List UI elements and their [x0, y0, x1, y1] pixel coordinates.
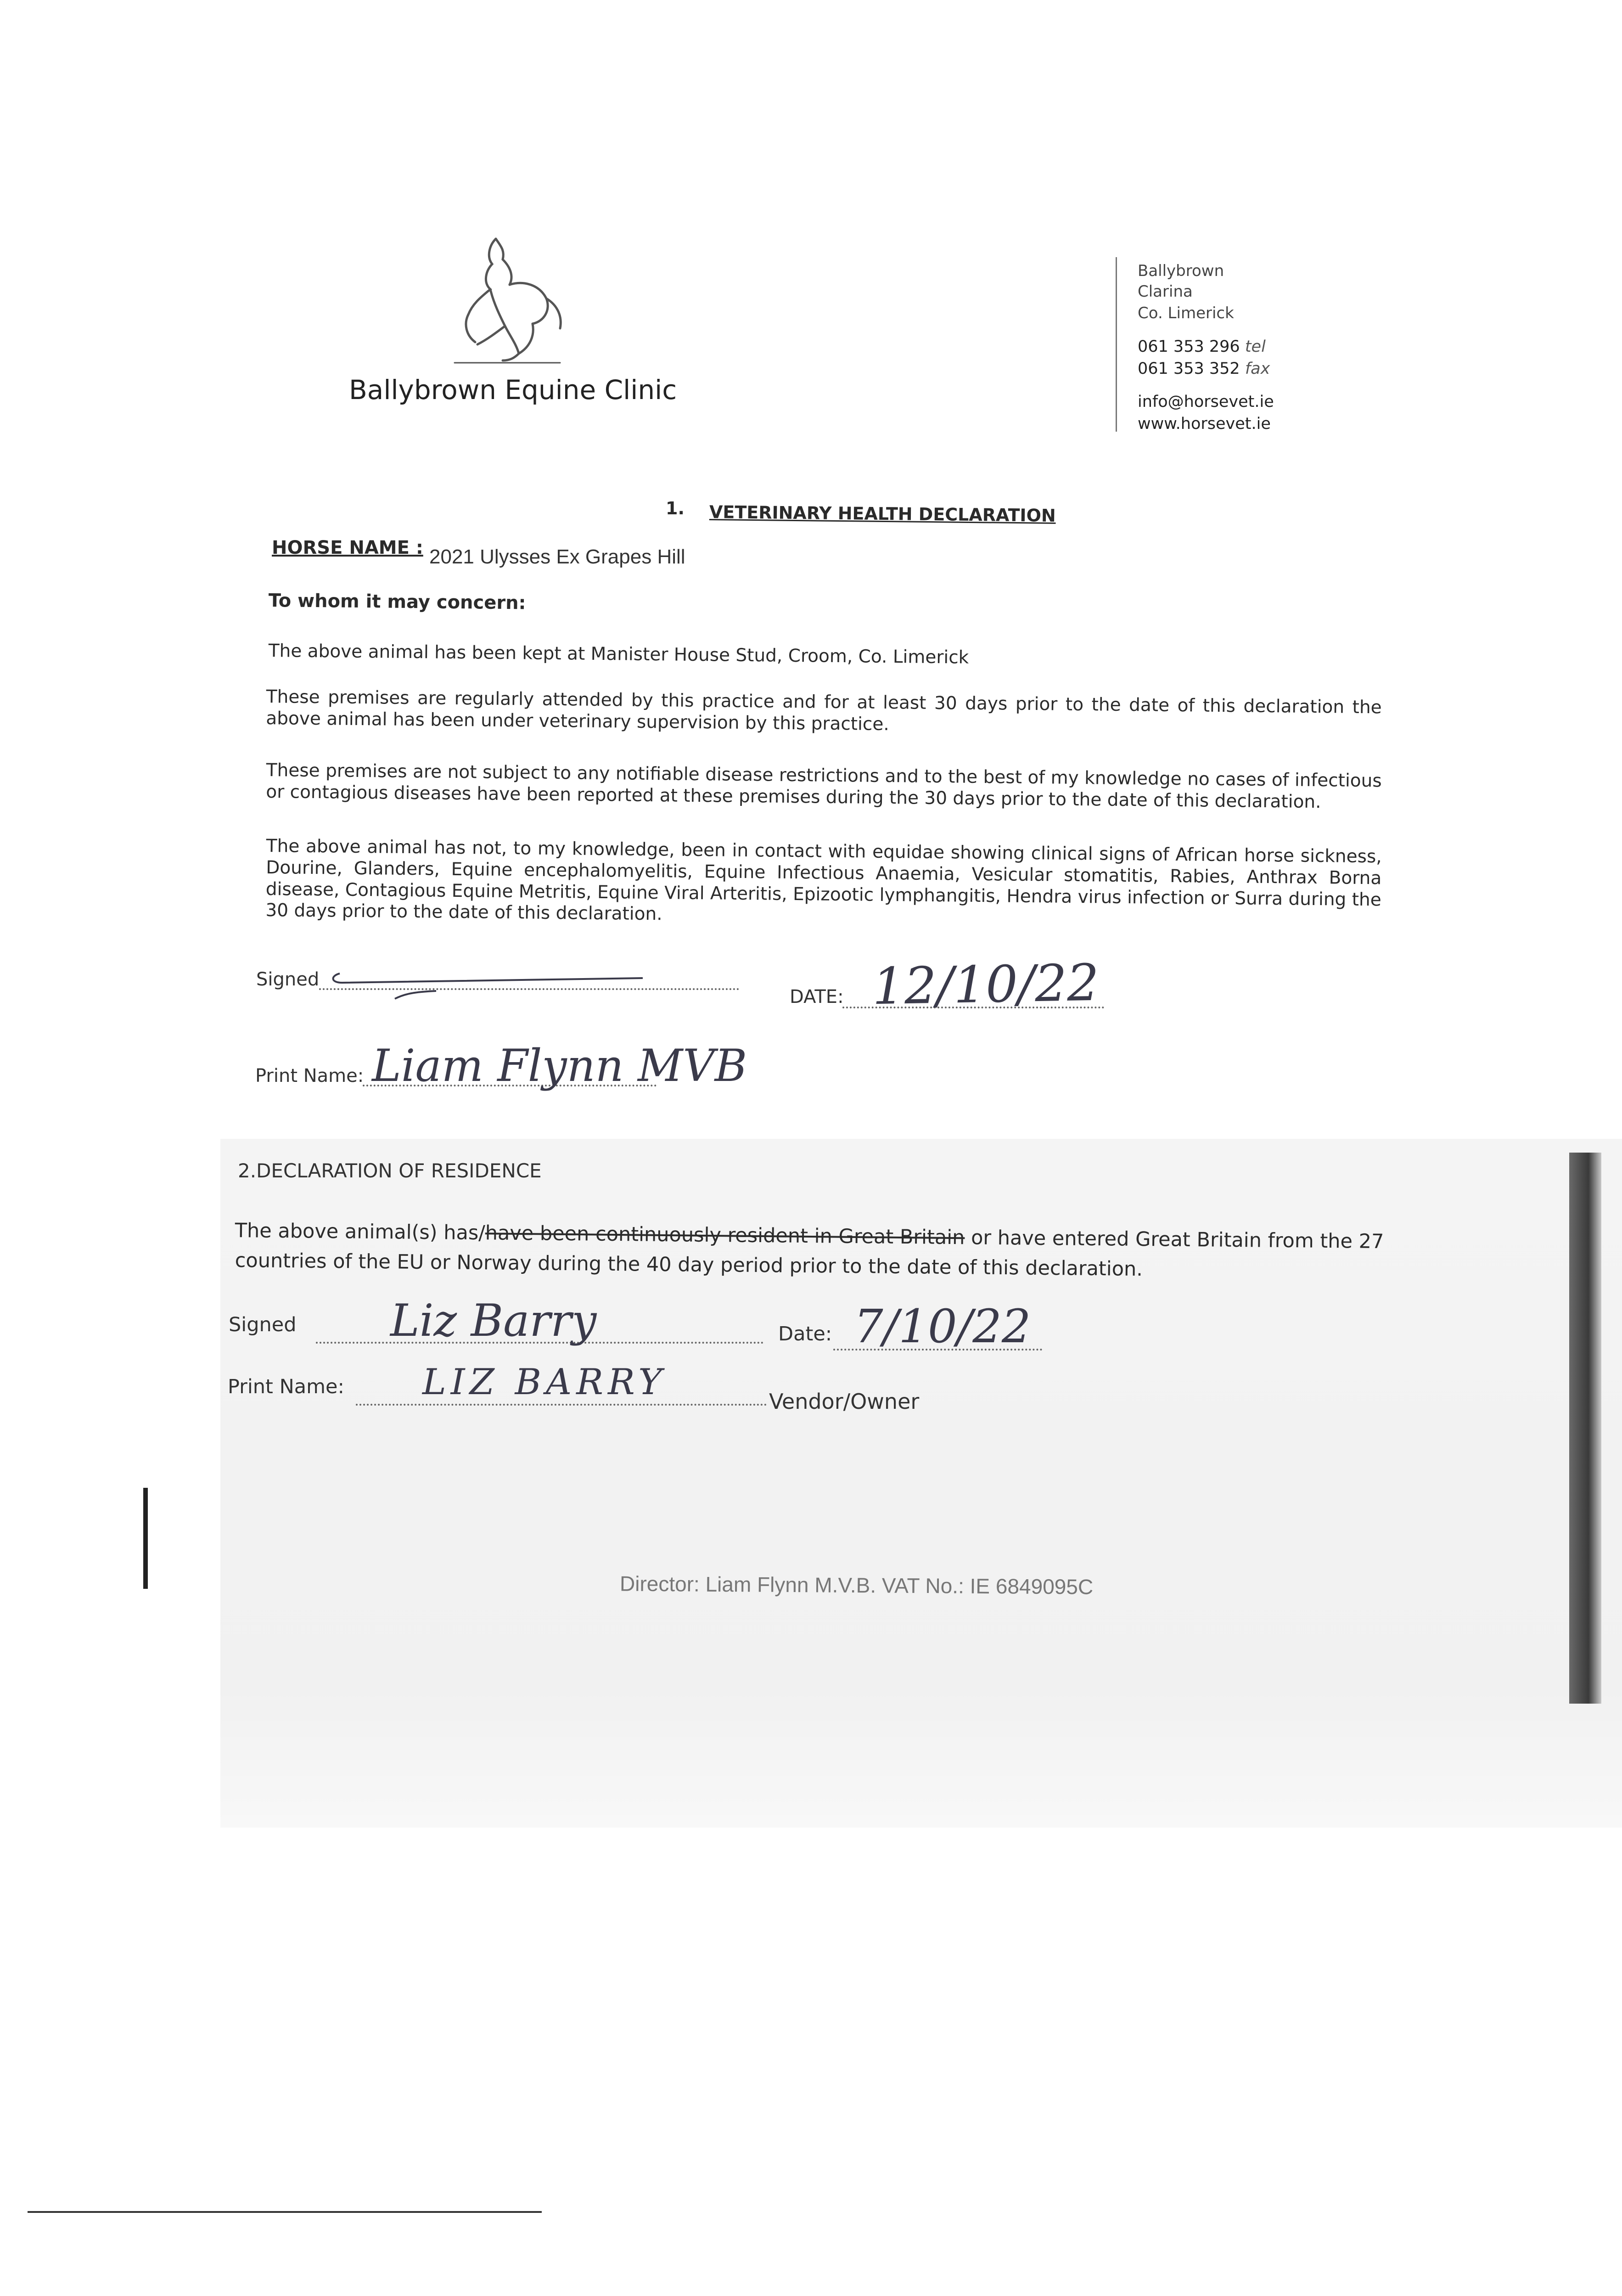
section2-print-name-label: Print Name: — [228, 1375, 344, 1398]
horse-name-value: 2021 Ulysses Ex Grapes Hill — [429, 546, 685, 568]
section1-signature — [321, 955, 652, 1006]
section1-date-value: 12/10/22 — [871, 953, 1100, 1016]
website: www.horsevet.ie — [1138, 415, 1271, 433]
address-line-2: Clarina — [1138, 282, 1193, 301]
section1-number: 1. — [666, 498, 685, 518]
section2-text-before: The above animal(s) has/ — [235, 1219, 486, 1245]
section1-title: VETERINARY HEALTH DECLARATION — [709, 502, 1056, 526]
tel-label: tel — [1245, 338, 1266, 356]
horse-logo-icon — [441, 225, 569, 367]
fax-line — [1138, 360, 1270, 378]
scan-line — [28, 2211, 542, 2213]
salutation: To whom it may concern: — [268, 590, 526, 614]
paragraph-kept-at: The above animal has been kept at Manister House Stud, Croom, Co. Limerick — [268, 641, 969, 668]
clinic-name: Ballybrown Equine Clinic — [349, 374, 677, 405]
section2-print-name-line — [356, 1403, 767, 1406]
section2-date-value: 7/10/22 — [854, 1300, 1031, 1353]
scan-mark — [143, 1488, 148, 1589]
section2-role: Vendor/Owner — [769, 1389, 920, 1414]
section2-date-label: Date: — [778, 1322, 832, 1345]
scan-edge-shadow — [1569, 1153, 1601, 1704]
section1-print-name-value: Liam Flynn MVB — [372, 1040, 747, 1092]
tel-line — [1138, 338, 1266, 356]
address-line-1: Ballybrown — [1138, 262, 1224, 280]
email: info@horsevet.ie — [1138, 393, 1274, 411]
section2-paragraph-line2: countries of the EU or Norway during the 40 day period prior to the date of this declaration. — [235, 1249, 1143, 1281]
director-footer: Director: Liam Flynn M.V.B. VAT No.: IE 6849095C — [619, 1571, 1094, 1599]
address-divider — [1116, 257, 1117, 432]
section2-signed-label: Signed — [229, 1313, 297, 1336]
section2-struck-text: have been continuously resident in Great Britain — [485, 1221, 965, 1249]
horse-name-label: HORSE NAME : — [272, 537, 423, 558]
fax-number: 061 353 352 — [1138, 360, 1240, 378]
section1-date-label: DATE: — [790, 986, 844, 1007]
section2-print-name-value: LIZ BARRY — [422, 1362, 667, 1403]
fax-label: fax — [1245, 360, 1270, 378]
paragraph-no-contact: The above animal has not, to my knowledge, been in contact with equidae showing clinical signs of African horse sickness, Dourine, Glanders, Equine encephalomyelitis, Equine Infectious Anaemia, Vesicular stomatitis, Rabies, Anthrax Borna disease, Contagious Equine Metritis, Equine Viral Arteritis, Epizootic lymphangitis, Hendra virus infection or Surra during the 30 days prior to the date of this declaration. — [265, 836, 1382, 925]
tel-number: 061 353 296 — [1138, 338, 1240, 356]
section2-text-after: or have entered Great Britain from the 27 — [965, 1226, 1384, 1254]
paragraph-no-restrictions: These premises are not subject to any notifiable disease restrictions and to the best of my knowledge no cases of infectious or contagious diseases have been reported at these premises during the 30 days prior to the date of this declaration. — [266, 760, 1382, 812]
paragraph-premises-attended: These premises are regularly attended by this practice and for at least 30 days prior to the date of this declaration the above animal has been under veterinary supervision by this practice. — [266, 687, 1382, 735]
section1-print-name-label: Print Name: — [255, 1065, 364, 1086]
section1-signed-label: Signed — [256, 969, 320, 990]
section2-title: 2.DECLARATION OF RESIDENCE — [238, 1159, 542, 1182]
address-line-3: Co. Limerick — [1138, 304, 1234, 322]
section2-signature: Liz Barry — [390, 1295, 597, 1346]
